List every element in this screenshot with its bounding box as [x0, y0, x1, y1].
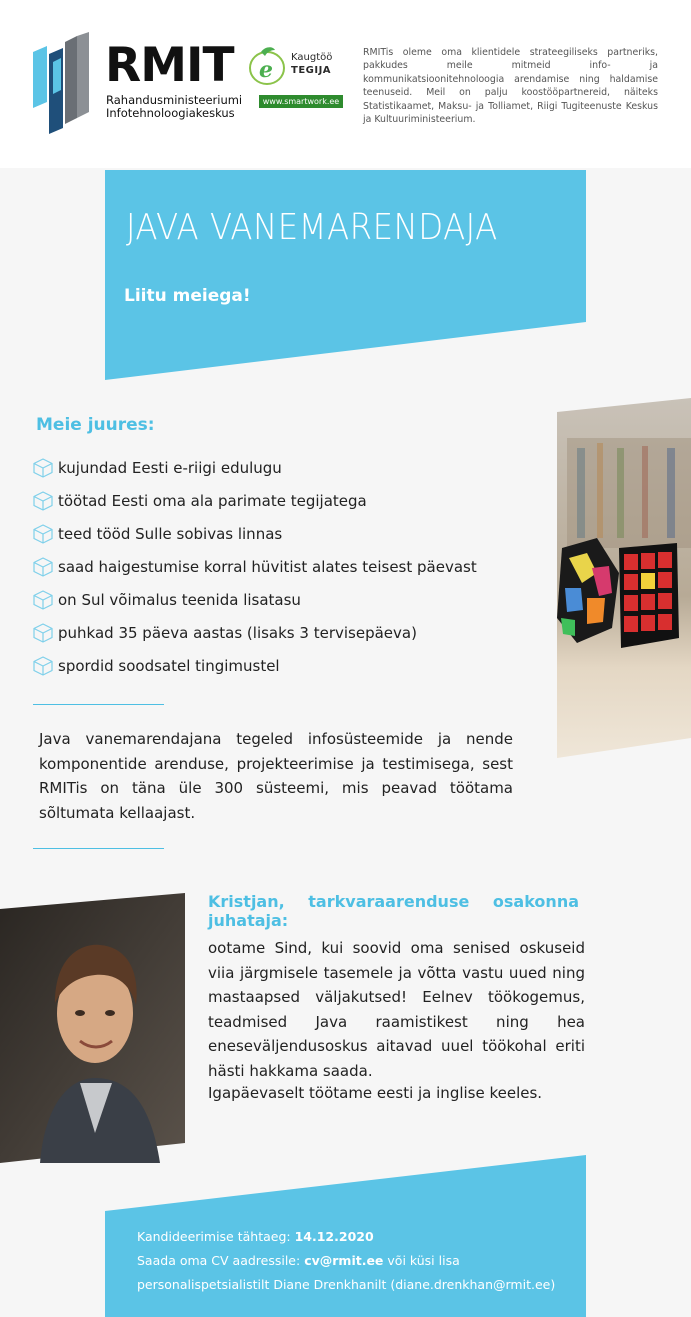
- deadline-date: 14.12.2020: [294, 1229, 374, 1244]
- kaugtoo-badge: [245, 44, 345, 112]
- header: [0, 0, 691, 168]
- role-description: Java vanemarendajana tegeled infosüsteemide ja nende komponentide arenduse, projekteerimise ja testimisega, sest RMITis on täna üle 300 süsteemi, mis peavad töötama sõltumata kellaajast.: [39, 730, 513, 822]
- list-item: [32, 484, 532, 517]
- list-item: [32, 451, 532, 484]
- kaugtoo-e-icon: [247, 46, 287, 86]
- rmit-subtitle: [106, 94, 242, 120]
- cv-line: [137, 1249, 577, 1273]
- benefit-text: spordid soodsatel tingimustel: [58, 656, 280, 675]
- svg-text:e: e: [259, 57, 273, 83]
- application-info: [137, 1225, 577, 1297]
- manager-name: Kristjan, tarkvaraarenduse osakonna: [208, 892, 579, 911]
- list-item: [32, 550, 532, 583]
- cube-icon: [32, 523, 54, 545]
- benefits-heading: Meie juures:: [36, 415, 155, 435]
- title-banner: [105, 170, 586, 380]
- cube-icon: [32, 490, 54, 512]
- cube-icon: [32, 556, 54, 578]
- badge-line-1: Kaugtöö: [291, 52, 333, 63]
- intro-text: RMITis oleme oma klientidele strateegiliseks partneriks, pakkudes meile mitmeid info- ja kommunikatsioonitehnoloogia arendamise ning haldamise teenuseid. Meil on palju koostööpartnereid, näiteks Statistikaamet, Maksu- ja Tolliamet, Riigi Tugiteenuste Keskus ja Kultuuriministeerium.: [363, 47, 658, 126]
- badge-url[interactable]: www.smartwork.ee: [259, 95, 343, 108]
- puzzle-cubes-photo: [557, 398, 691, 758]
- join-us-subtitle: Liitu meiega!: [124, 286, 251, 306]
- benefits-list: [32, 451, 532, 682]
- rmit-wordmark: RMIT: [105, 38, 234, 93]
- divider: [33, 704, 164, 705]
- list-item: [32, 616, 532, 649]
- benefit-text: saad haigestumise korral hüvitist alates teisest päevast: [58, 557, 477, 576]
- rmit-logo-icon: [33, 32, 93, 136]
- cube-icon: [32, 655, 54, 677]
- cube-icon: [32, 457, 54, 479]
- rmit-subtitle-line-1: Rahandusministeeriumi: [106, 93, 243, 107]
- manager-title: juhataja:: [208, 911, 289, 930]
- benefit-text: teed tööd Sulle sobivas linnas: [58, 524, 283, 543]
- benefit-text: kujundad Eesti e-riigi edulugu: [58, 458, 282, 477]
- benefit-text: on Sul võimalus teenida lisatasu: [58, 590, 301, 609]
- manager-photo: [0, 893, 185, 1163]
- rmit-subtitle-line-2: Infotehnoloogiakeskus: [106, 106, 235, 120]
- badge-line-2: TEGIJA: [291, 65, 332, 76]
- cube-icon: [32, 589, 54, 611]
- deadline-line: [137, 1225, 577, 1249]
- job-title: JAVA VANEMARENDAJA: [126, 207, 498, 248]
- list-item: [32, 649, 532, 682]
- benefit-text: töötad Eesti oma ala parimate tegijatega: [58, 491, 367, 510]
- cv-label: Saada oma CV aadressile:: [137, 1253, 301, 1268]
- language-note: Igapäevaselt töötame eesti ja inglise keeles.: [208, 1084, 543, 1102]
- contact-line[interactable]: personalispetsialistilt Diane Drenkhanilt (diane.drenkhan@rmit.ee): [137, 1277, 556, 1292]
- list-item: [32, 517, 532, 550]
- list-item: [32, 583, 532, 616]
- manager-quote: ootame Sind, kui soovid oma senised oskuseid viia järgmisele tasemele ja võtta vastu uued ning mastaapsed väljakutsed! Eelnev töökogemus, teadmised Java raamistikest ning hea eneseväljendusoskus aitavad uuel töökohal eriti hästi hakkama saada.: [208, 939, 585, 1080]
- divider: [33, 848, 164, 849]
- cv-email-link[interactable]: cv@rmit.ee: [304, 1253, 384, 1268]
- benefit-text: puhkad 35 päeva aastas (lisaks 3 tervisepäeva): [58, 623, 417, 642]
- cv-suffix: või küsi lisa: [387, 1253, 460, 1268]
- cube-icon: [32, 622, 54, 644]
- deadline-label: Kandideerimise tähtaeg:: [137, 1229, 291, 1244]
